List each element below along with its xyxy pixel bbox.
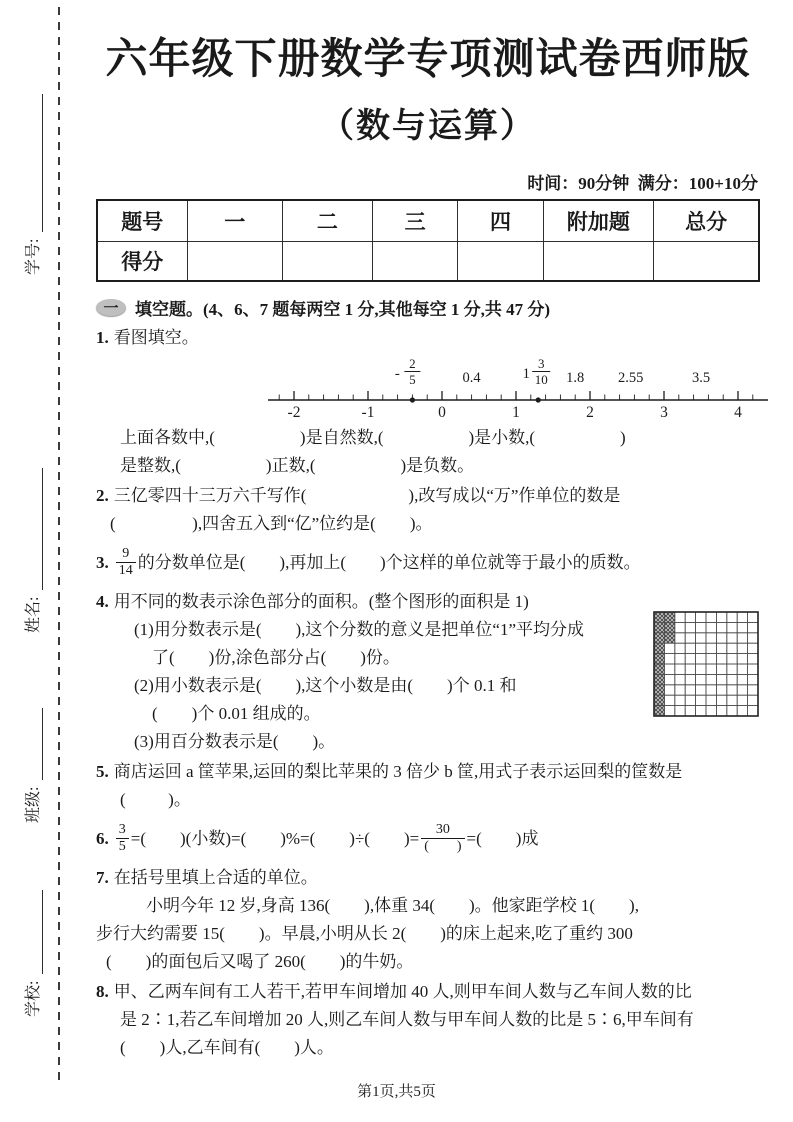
question-list: [96, 324, 760, 1062]
svg-text:0.4: 0.4: [462, 370, 481, 386]
number-line-figure: [258, 354, 760, 424]
school-blank-line: [26, 890, 43, 974]
question-1-number: 1.: [96, 328, 109, 347]
score-empty-cell: [282, 242, 372, 282]
score-col-header: 总分: [654, 200, 759, 242]
student-id-label: 学号:: [25, 238, 42, 275]
question-3-text: 的分数单位是( ),再加上( )个这样的单位就等于最小的质数。: [137, 553, 641, 572]
section-one-header: [96, 295, 760, 320]
score-table-score-row: [97, 242, 759, 282]
score-col-header: 四: [458, 200, 543, 242]
score-col-header: 一: [187, 200, 282, 242]
svg-text:3: 3: [660, 404, 668, 421]
question-7-line2: 步行大约需要 15( )。早晨,小明从长 2( )的床上起来,吃了重约 300: [96, 924, 633, 943]
question-1-line1: 上面各数中,( )是自然数,( )是小数,( ): [120, 428, 626, 447]
score-row-label: 得分: [97, 242, 187, 282]
score-empty-cell: [654, 242, 759, 282]
score-col-header: 二: [282, 200, 372, 242]
question-1: [96, 324, 760, 480]
svg-text:-2: -2: [287, 404, 301, 421]
svg-text:2: 2: [586, 404, 594, 421]
fraction-3-5: $\frac{3}{5}$: [116, 822, 129, 853]
question-1-line2: 是整数,( )正数,( )是负数。: [120, 456, 475, 475]
margin-field-school: [21, 875, 43, 1017]
question-3: [96, 540, 760, 586]
score-empty-cell: [543, 242, 654, 282]
question-7-intro: 在括号里填上合适的单位。: [113, 868, 318, 887]
question-7: [96, 864, 760, 976]
question-1-intro: 看图填空。: [113, 328, 199, 347]
question-6-number: 6.: [96, 829, 109, 848]
svg-text:1: 1: [522, 366, 530, 382]
question-7-line3: ( )的面包后又喝了 260( )的牛奶。: [106, 952, 414, 971]
question-4-sub2-line2: ( )个 0.01 组成的。: [152, 704, 321, 723]
score-col-header-label: 题号: [97, 200, 187, 242]
question-2-number: 2.: [96, 486, 109, 505]
page-subtitle: （数与运算）: [320, 108, 536, 145]
exam-meta: 时间：90分钟 满分：100+10分: [527, 174, 758, 193]
question-5-line2: ( )。: [120, 790, 191, 809]
fraction-30-blank: $\frac{30}{( )}$: [421, 822, 464, 853]
svg-text:1: 1: [512, 404, 520, 421]
question-4-intro: 用不同的数表示涂色部分的面积。(整个图形的面积是 1): [113, 592, 529, 611]
number-line-svg: [258, 354, 782, 424]
question-4-number: 4.: [96, 592, 109, 611]
question-8-number: 8.: [96, 982, 109, 1001]
exam-page: [96, 0, 760, 1064]
svg-text:10: 10: [534, 372, 548, 387]
question-6-seg1: =( )(小数)=( )%=( )÷( )=: [130, 829, 420, 848]
score-col-header: 三: [372, 200, 457, 242]
question-8: [96, 978, 760, 1062]
score-table: [96, 199, 760, 282]
question-7-line1: 小明今年 12 岁,身高 136( ),体重 34( )。他家距学校 1( ),: [146, 896, 639, 915]
class-blank-line: [26, 708, 43, 780]
question-4-sub1-line1: (1)用分数表示是( ),这个分数的意义是把单位“1”平均分成: [134, 620, 584, 639]
question-6-seg2: =( )成: [466, 829, 539, 848]
svg-text:-: -: [394, 366, 400, 382]
margin-dashed-divider: [58, 0, 60, 1084]
question-5-number: 5.: [96, 762, 109, 781]
name-blank-line: [26, 468, 43, 590]
question-8-line2: 是 2∶1,若乙车间增加 20 人,则乙车间人数与甲车间人数的比是 5∶6,甲车间有: [120, 1010, 694, 1029]
question-2-line1: 三亿零四十三万六千写作( ),改写成以“万”作单位的数是: [113, 486, 621, 505]
margin-field-class: [21, 695, 43, 823]
question-8-line1: 甲、乙两车间有工人若干,若甲车间增加 40 人,则甲车间人数与乙车间人数的比: [113, 982, 692, 1001]
question-2-line2: ( ),四舍五入到“亿”位约是( )。: [110, 514, 433, 533]
question-4-sub1-line2: 了( )份,涂色部分占( )份。: [152, 648, 400, 667]
score-empty-cell: [458, 242, 543, 282]
score-empty-cell: [372, 242, 457, 282]
school-label: 学校:: [25, 980, 42, 1017]
name-label: 姓名:: [25, 596, 42, 633]
score-empty-cell: [187, 242, 282, 282]
svg-text:3.5: 3.5: [691, 370, 711, 386]
svg-text:5: 5: [409, 372, 416, 387]
page-indicator: 第1页,共5页: [357, 1084, 436, 1100]
question-4-sub2-line1: (2)用小数表示是( ),这个小数是由( )个 0.1 和: [134, 676, 517, 695]
question-7-number: 7.: [96, 868, 109, 887]
question-4: [96, 588, 760, 756]
svg-text:4: 4: [734, 404, 742, 421]
question-6: [96, 816, 760, 862]
hundred-grid-figure: [652, 610, 760, 718]
svg-text:2: 2: [409, 356, 416, 371]
svg-text:0: 0: [438, 404, 446, 421]
page-title: 六年级下册数学专项测试卷西师版: [105, 37, 751, 83]
question-5-line1: 商店运回 a 筐苹果,运回的梨比苹果的 3 倍少 b 筐,用式子表示运回梨的筐数是: [113, 762, 683, 781]
section-one-icon: 一: [96, 299, 126, 316]
score-col-header: 附加题: [543, 200, 654, 242]
section-one-title: 填空题。(4、6、7 题每两空 1 分,其他每空 1 分,共 47 分): [135, 300, 551, 319]
question-8-line3: ( )人,乙车间有( )人。: [120, 1038, 334, 1057]
svg-text:3: 3: [537, 356, 545, 371]
score-table-header-row: [97, 200, 759, 242]
question-3-number: 3.: [96, 553, 109, 572]
student-id-blank-line: [26, 94, 43, 232]
svg-text:-1: -1: [361, 404, 375, 421]
fraction-9-14: $\frac{9}{14}$: [116, 546, 136, 577]
svg-text:2.55: 2.55: [618, 370, 644, 386]
question-4-sub3: (3)用百分数表示是( )。: [134, 732, 336, 751]
question-5: [96, 758, 760, 814]
margin-field-student-id: [21, 79, 43, 275]
svg-text:1.8: 1.8: [566, 370, 585, 386]
class-label: 班级:: [25, 786, 42, 823]
question-2: [96, 482, 760, 538]
margin-field-name: [21, 453, 43, 633]
